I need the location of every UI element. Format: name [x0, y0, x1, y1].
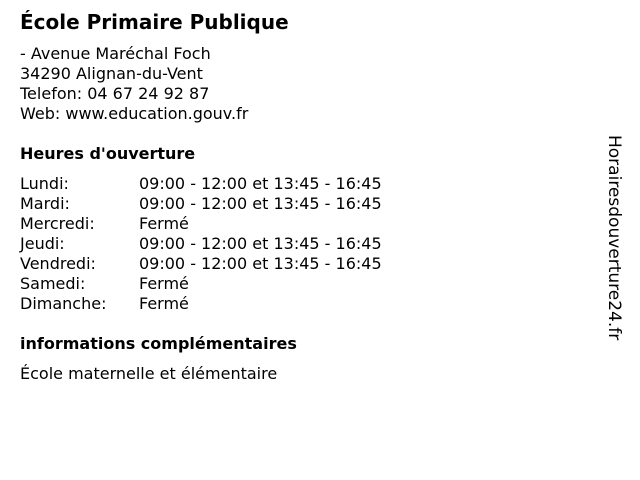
day-hours: Fermé — [139, 294, 189, 313]
day-hours: 09:00 - 12:00 et 13:45 - 16:45 — [139, 194, 382, 213]
day-label: Mercredi: — [20, 214, 95, 233]
day-hours: 09:00 - 12:00 et 13:45 - 16:45 — [139, 254, 382, 273]
hours-row-thursday — [20, 234, 382, 254]
day-label: Dimanche: — [20, 294, 107, 313]
info-text: École maternelle et élémentaire — [20, 364, 278, 383]
page-title: École Primaire Publique — [20, 10, 289, 34]
day-hours: 09:00 - 12:00 et 13:45 - 16:45 — [139, 234, 382, 253]
address-city: 34290 Alignan-du-Vent — [20, 64, 203, 83]
address-block — [20, 44, 248, 124]
hours-row-sunday — [20, 294, 382, 314]
hours-row-friday — [20, 254, 382, 274]
hours-row-wednesday — [20, 214, 382, 234]
day-label: Vendredi: — [20, 254, 96, 273]
day-hours: 09:00 - 12:00 et 13:45 - 16:45 — [139, 174, 382, 193]
watermark-text: Horairesdouverture24.fr — [604, 135, 624, 341]
hours-table — [20, 174, 382, 314]
day-label: Samedi: — [20, 274, 86, 293]
info-heading: informations complémentaires — [20, 334, 297, 353]
hours-row-tuesday — [20, 194, 382, 214]
day-label: Jeudi: — [20, 234, 65, 253]
hours-row-saturday — [20, 274, 382, 294]
website-link[interactable]: Web: www.education.gouv.fr — [20, 104, 249, 123]
day-hours: Fermé — [139, 214, 189, 233]
phone-number: Telefon: 04 67 24 92 87 — [20, 84, 210, 103]
hours-heading: Heures d'ouverture — [20, 144, 196, 163]
address-street: - Avenue Maréchal Foch — [20, 44, 211, 63]
hours-row-monday — [20, 174, 382, 194]
day-label: Mardi: — [20, 194, 70, 213]
day-hours: Fermé — [139, 274, 189, 293]
day-label: Lundi: — [20, 174, 69, 193]
